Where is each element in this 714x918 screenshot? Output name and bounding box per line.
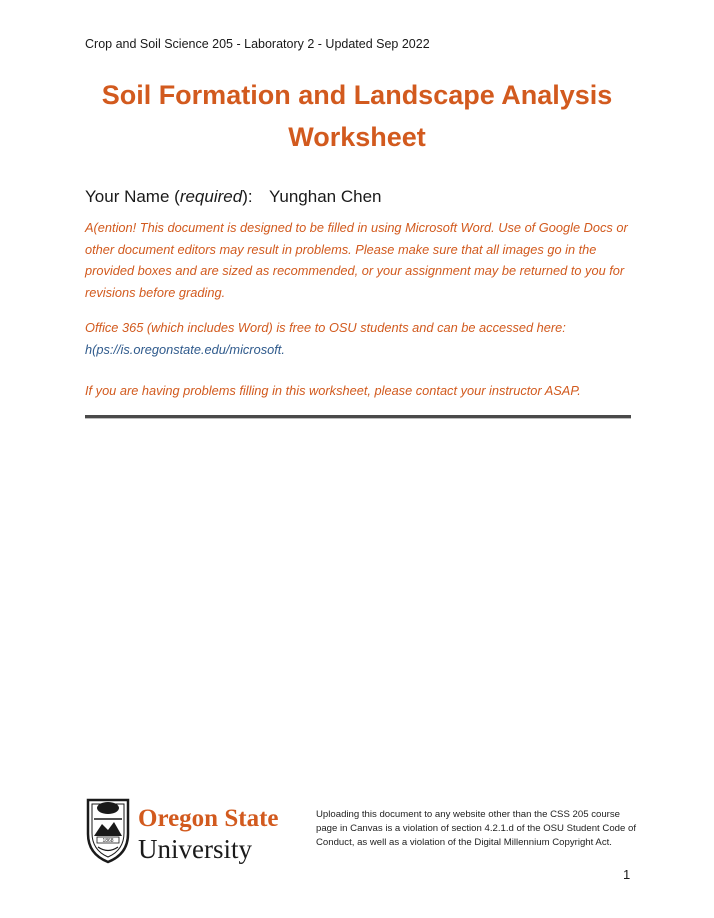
attention-note: A(ention! This document is designed to be filled in using Microsoft Word. Use of Google Docs or other document editors may result in problems. Please make sure that all images go in the provided boxes and are sized as recommended, or your assignment may be returned to you for revisions before grading. xyxy=(85,220,628,300)
document-subtitle: Worksheet xyxy=(288,122,426,152)
office-note-text: Office 365 (which includes Word) is free to OSU students and can be accessed here: xyxy=(85,320,566,335)
office-link[interactable]: h(ps://is.oregonstate.edu/microsoft. xyxy=(85,341,285,357)
document-title: Soil Formation and Landscape Analysis xyxy=(101,80,613,110)
svg-text:1868: 1868 xyxy=(102,838,114,844)
name-field xyxy=(85,187,382,207)
name-label: Your Name (required): xyxy=(85,187,253,206)
problems-note: If you are having problems filling in this worksheet, please contact your instructor ASAP. xyxy=(85,383,581,398)
horizontal-divider xyxy=(85,415,631,419)
copyright-notice: Uploading this document to any website other than the CSS 205 course page in Canvas is a violation of section 4.2.1.d of the OSU Student Code of Conduct, as well as a violation of the Digital Millennium Copyright Act. xyxy=(316,809,636,848)
page-header: Crop and Soil Science 205 - Laboratory 2 - Updated Sep 2022 xyxy=(85,37,430,51)
logo-wordmark-bottom: University xyxy=(138,834,252,864)
office-note xyxy=(85,317,630,360)
osu-seal-icon xyxy=(88,800,128,862)
osu-logo xyxy=(84,792,309,864)
page-number: 1 xyxy=(623,867,631,882)
name-value[interactable]: Yunghan Chen xyxy=(269,187,382,206)
logo-wordmark-top: Oregon State xyxy=(138,805,279,832)
